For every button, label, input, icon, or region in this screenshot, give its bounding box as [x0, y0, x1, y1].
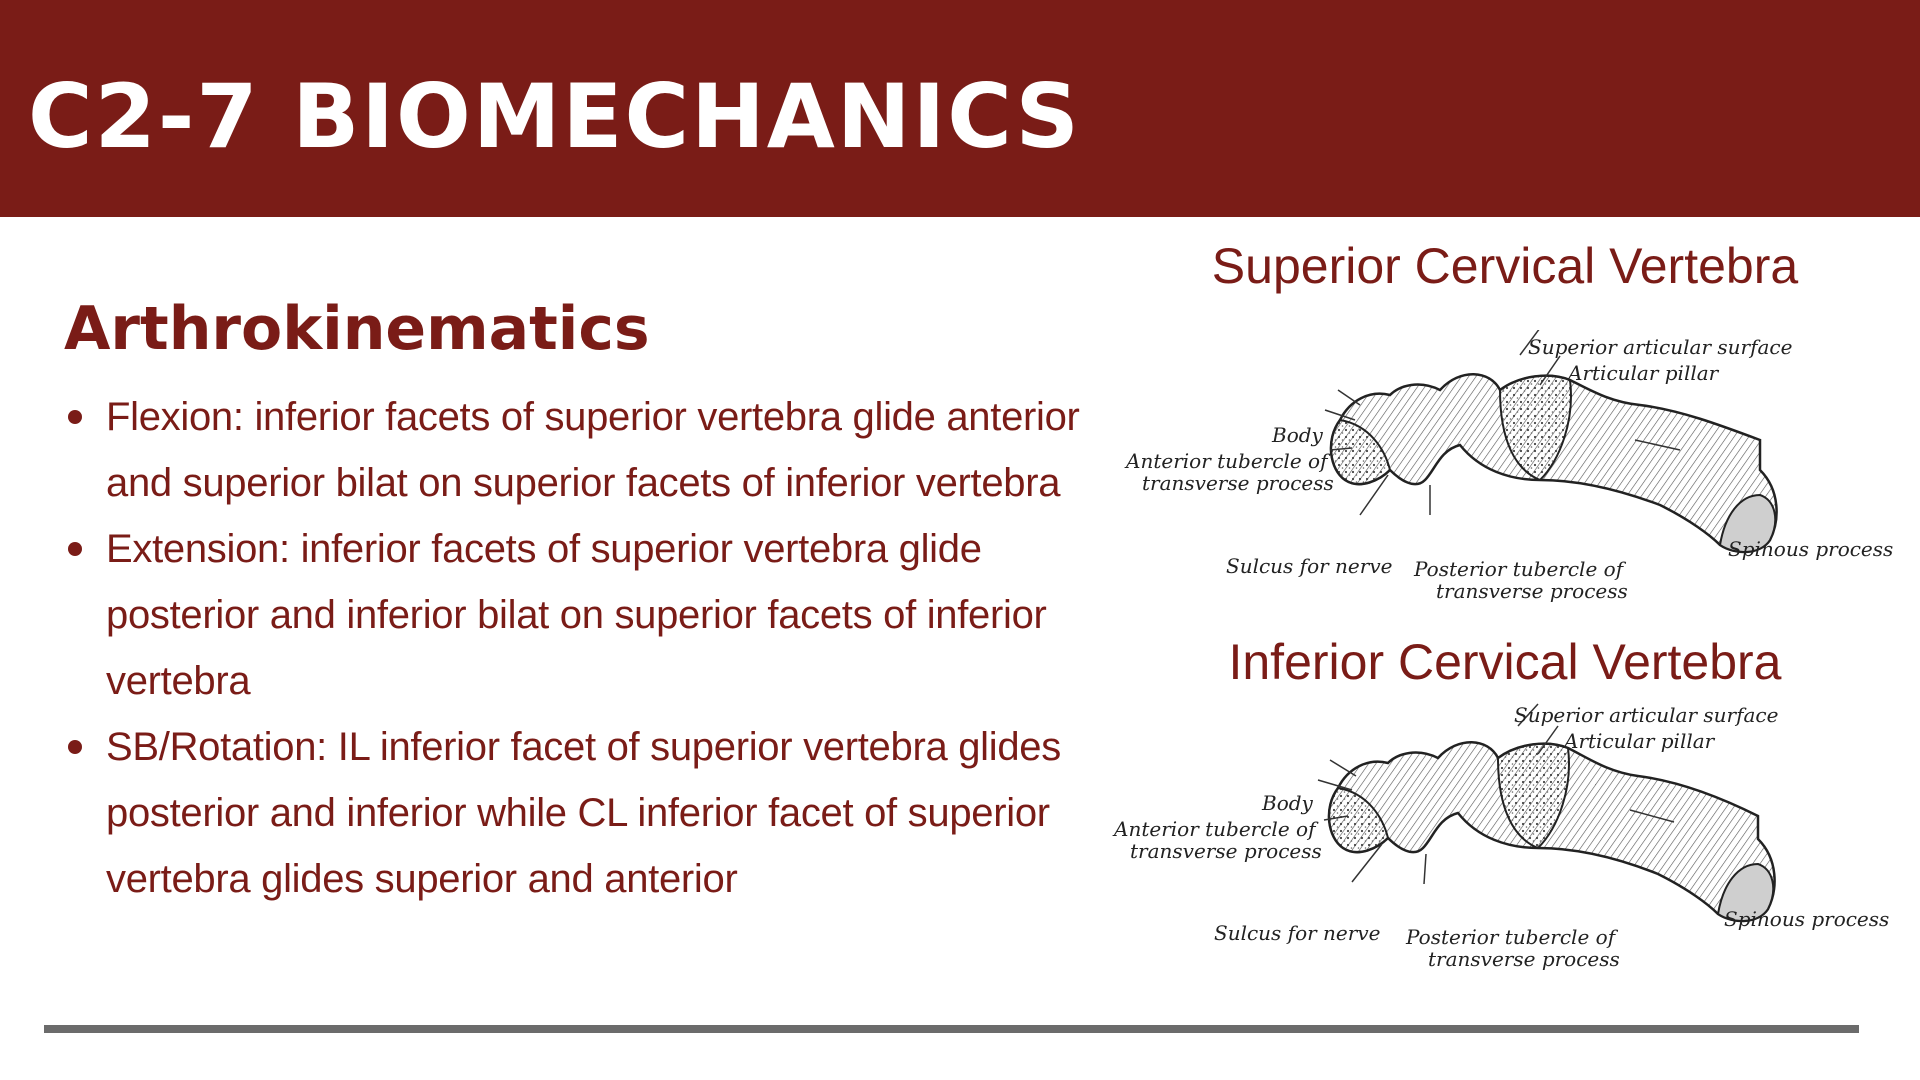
bullet-dot-icon [68, 410, 82, 424]
label-posterior-tubercle-line1: Posterior tubercle of [1414, 557, 1624, 581]
label-spinous-process: Spinous process [1728, 537, 1894, 561]
bullet-list [68, 384, 1098, 912]
bullet-dot-icon [68, 542, 82, 556]
label-anterior-tubercle-line1: Anterior tubercle of [1114, 817, 1316, 841]
label-sulcus-for-nerve: Sulcus for nerve [1214, 921, 1381, 945]
label-posterior-tubercle-line2: transverse process [1428, 947, 1620, 971]
figure-title-superior: Superior Cervical Vertebra [1211, 238, 1799, 294]
vertebra-illustration-inferior [1108, 696, 1900, 981]
bullet-item-sb-rotation [68, 714, 1098, 912]
label-anterior-tubercle-line1: Anterior tubercle of [1126, 449, 1328, 473]
vertebra-drawing [1331, 374, 1777, 552]
figure-title-inferior: Inferior Cervical Vertebra [1228, 634, 1782, 690]
section-heading: Arthrokinematics [64, 294, 650, 364]
label-body: Body [1272, 423, 1323, 447]
label-articular-pillar: Articular pillar [1568, 361, 1719, 385]
page-title: C2-7 BIOMECHANICS [28, 65, 1081, 168]
label-anterior-tubercle-line2: transverse process [1142, 471, 1334, 495]
footer-divider [44, 1025, 1859, 1033]
label-posterior-tubercle-line1: Posterior tubercle of [1406, 925, 1616, 949]
bullet-dot-icon [68, 740, 82, 754]
label-posterior-tubercle-line2: transverse process [1436, 579, 1628, 603]
label-body: Body [1262, 791, 1313, 815]
label-articular-pillar: Articular pillar [1564, 729, 1715, 753]
title-banner [0, 0, 1920, 217]
bullet-text: Extension: inferior facets of superior vertebra glide posterior and inferior bilat on superior facets of inferior vertebra [106, 527, 1047, 703]
vertebra-diagram-superior [1120, 330, 1900, 610]
label-spinous-process: Spinous process [1724, 907, 1890, 931]
bullet-item-extension [68, 516, 1098, 714]
bullet-item-flexion [68, 384, 1098, 516]
vertebra-diagram-inferior [1108, 696, 1900, 981]
label-superior-articular-surface: Superior articular surface [1514, 703, 1779, 727]
vertebra-illustration-superior [1120, 330, 1900, 610]
vertebra-drawing [1329, 742, 1775, 921]
bullet-text: SB/Rotation: IL inferior facet of superior vertebra glides posterior and inferior while CL inferior facet of superior vertebra glides superior and anterior [106, 725, 1061, 901]
bullet-text: Flexion: inferior facets of superior vertebra glide anterior and superior bilat on superior facets of inferior vertebra [106, 395, 1080, 505]
label-superior-articular-surface: Superior articular surface [1528, 335, 1793, 359]
label-sulcus-for-nerve: Sulcus for nerve [1226, 554, 1393, 578]
label-anterior-tubercle-line2: transverse process [1130, 839, 1322, 863]
